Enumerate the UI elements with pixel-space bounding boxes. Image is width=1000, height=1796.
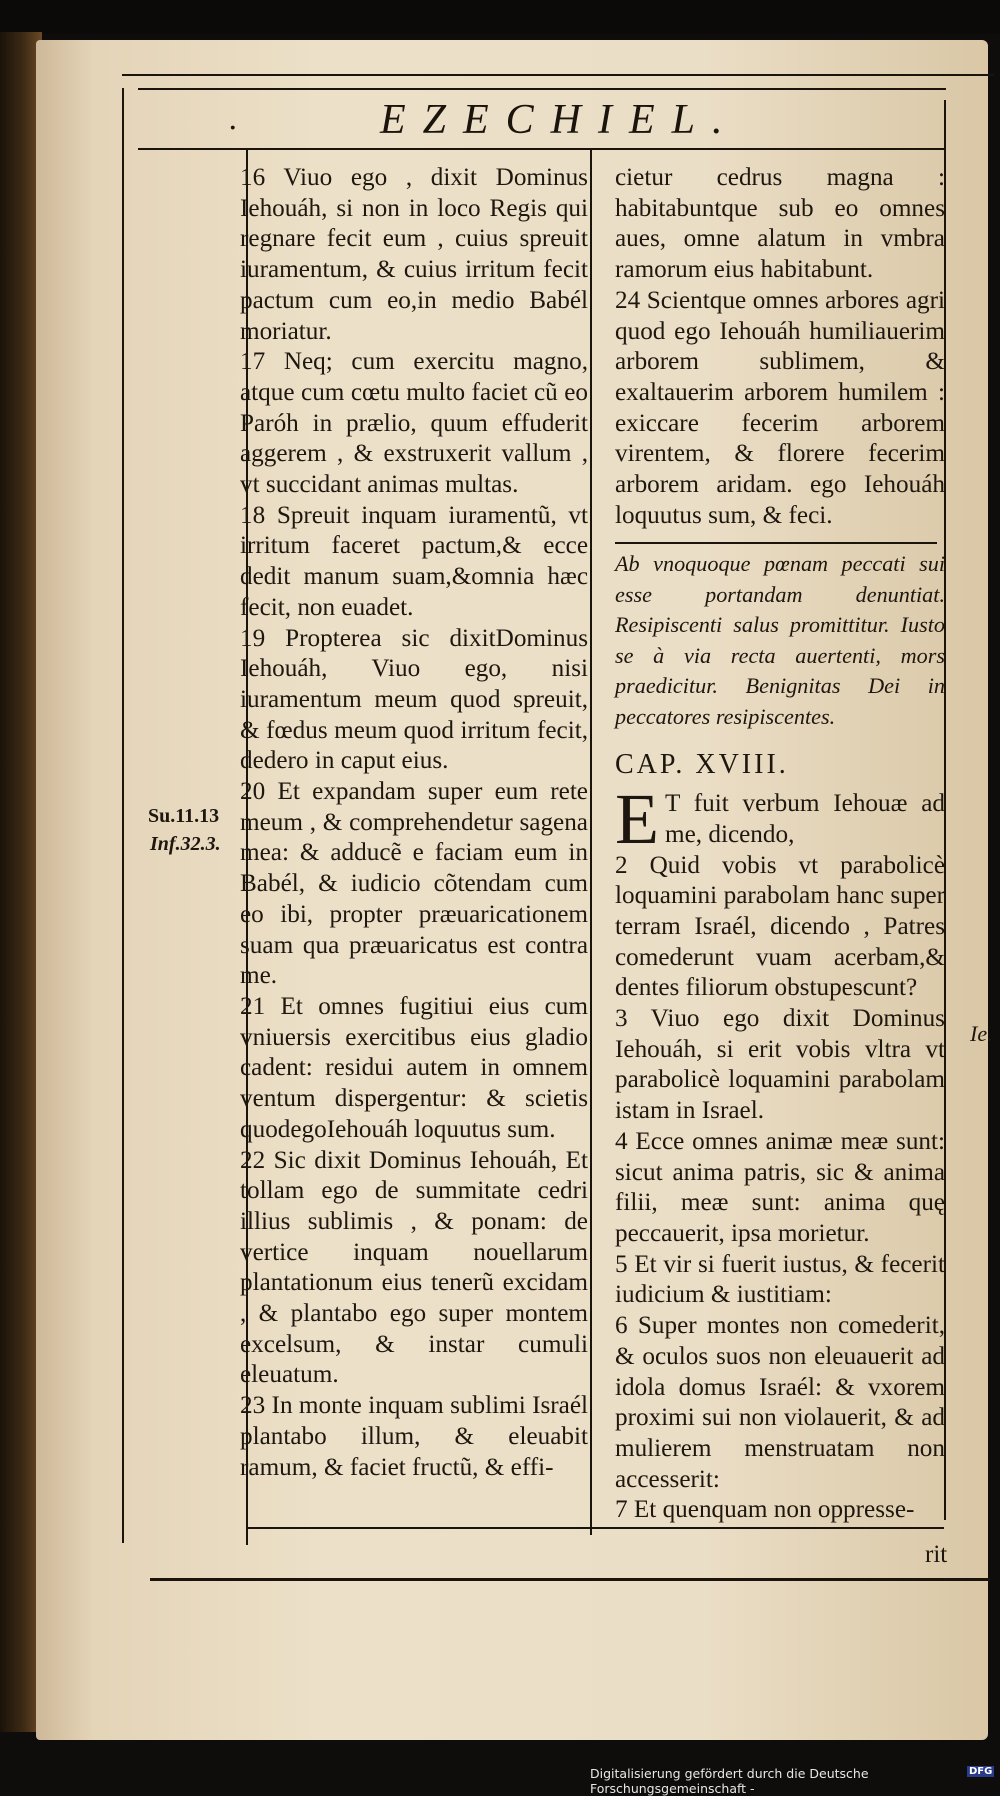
margin-note-left-1: Su.11.13 xyxy=(148,805,220,827)
chapter-verse-1-text: T fuit verbum Iehouæ ad me, dicendo, xyxy=(664,790,945,848)
dfg-logo: DFG xyxy=(969,1766,993,1777)
chapter-verse-4: 4 Ecce omnes animæ meæ sunt: sicut anima patris, sic & anima filii, meæ sunt: anima quę peccauerit, ipsa morietur. xyxy=(615,1127,945,1247)
header-rule-lower xyxy=(138,148,946,150)
verse-21: 21 Et omnes fugitiui eius cum vniuersis exercitibus eius gladio cadent: residui autem in omnem ventum dispergentur: & scietis quodegoIehouáh loquutus sum. xyxy=(240,992,588,1143)
verse-17: 17 Neq; cum exercitu magno, atque cum cœtu multo faciet cũ eo Paróh in prælio, quum effuderit aggerem , & exstruxerit vallum , vt succidant animas multas. xyxy=(240,348,588,499)
chapter-verse-2: 2 Quid vobis vt parabolicè loquamini parabolam hanc super terram Israél, dicendo , Patres comederunt vuam acerbam,& dentes filiorum obstupescunt? xyxy=(615,851,945,1002)
chapter-verse-7: 7 Et quenquam non oppresse- xyxy=(615,1496,915,1524)
verse-23: 23 In monte inquam sublimi Israél plantabo illum, & eleuabit ramum, & faciet fructũ, & effi- xyxy=(240,1392,588,1481)
bottom-rule xyxy=(246,1527,944,1529)
drop-capital: E xyxy=(615,779,659,860)
header-rule-upper xyxy=(138,88,946,90)
header-ornament: . xyxy=(228,102,238,137)
chapter-summary: Ab vnoquoque pœnam peccati sui esse portandam denuntiat. Resipiscenti salus promittitur. Iusto se à via recta auertenti, mors praedicitur. Benignitas Dei in peccatores resipiscentes. xyxy=(615,551,945,729)
page-title: EZECHIEL. xyxy=(380,97,740,143)
verse-23-continued: cietur cedrus magna : habitabuntque sub eo omnes aues, omne alatum in vmbra ramorum eius habitabunt. xyxy=(615,164,945,284)
chapter-heading: CAP. XVIII. xyxy=(615,749,789,781)
chapter-verse-5: 5 Et vir si fuerit iustus, & fecerit iudicium & iustitiam: xyxy=(615,1250,945,1309)
page-bottom-rule xyxy=(150,1578,990,1581)
margin-note-right: Ie. xyxy=(970,1021,993,1046)
left-text-column xyxy=(240,163,588,1483)
top-rule xyxy=(122,74,994,76)
verse-19: 19 Propterea sic dixitDominus Iehouáh, Viuo ego, nisi iuramentum meum quod spreuit, & fœdus meum quod irritum fecit, dedero in caput eius. xyxy=(240,624,588,775)
verse-18: 18 Spreuit inquam iuramentũ, vt irritum faceret pactum,& ecce dedit manum suam,&omnia hæc fecit, non euadet. xyxy=(240,501,588,621)
margin-note-left-2: Inf.32.3. xyxy=(150,833,221,855)
digitization-credit: Digitalisierung gefördert durch die Deutsche Forschungsgemeinschaft - xyxy=(590,1766,869,1796)
verse-24: 24 Scientque omnes arbores agri quod ego Iehouáh humiliauerim arborem sublimem, & exaltauerim arborem humilem : exiccare fecerim arborem virentem, & florere fecerim arborem aridam. ego Iehouáh loquutus sum, & feci. xyxy=(615,286,945,529)
right-text-column xyxy=(615,163,945,1526)
chapter-verse-1 xyxy=(615,779,945,860)
column-divider xyxy=(590,150,592,1535)
scan-background-top xyxy=(0,0,1000,34)
frame-left-outer xyxy=(122,88,124,1543)
chapter-verse-3: 3 Viuo ego dixit Dominus Iehouáh, si erit vobis vltra vt parabolicè loquamini parabolam istam in Israel. xyxy=(615,1005,945,1125)
catchword: rit xyxy=(925,1541,948,1568)
verse-22: 22 Sic dixit Dominus Iehouáh, Et tollam ego de summitate cedri illius sublimis , & ponam: de vertice inquam nouellarum plantationum eius tenerũ excidam , & plantabo ego super montem excelsum, & instar cumuli eleuatum. xyxy=(240,1146,588,1389)
chapter-verse-6: 6 Super montes non comederit, & oculos suos non eleuauerit ad idola domus Israél: & vxorem proximi sui non violauerit, & ad mulierem menstruatam non accesserit: xyxy=(615,1312,945,1493)
verse-20: 20 Et expandam super eum rete meum , & comprehendetur sagena mea: & adducẽ e faciam eum in Babél, & iudicio cõtendam cum eo ibi, propter præuaricationem suam qua præuaricatus est contra me. xyxy=(240,778,588,990)
verse-16: 16 Viuo ego , dixit Dominus Iehouáh, si non in loco Regis qui regnare fecit eum , cuius spreuit iuramentum, & cuius irritum fecit pactum cum eo,in medio Babél moriatur. xyxy=(240,164,588,345)
